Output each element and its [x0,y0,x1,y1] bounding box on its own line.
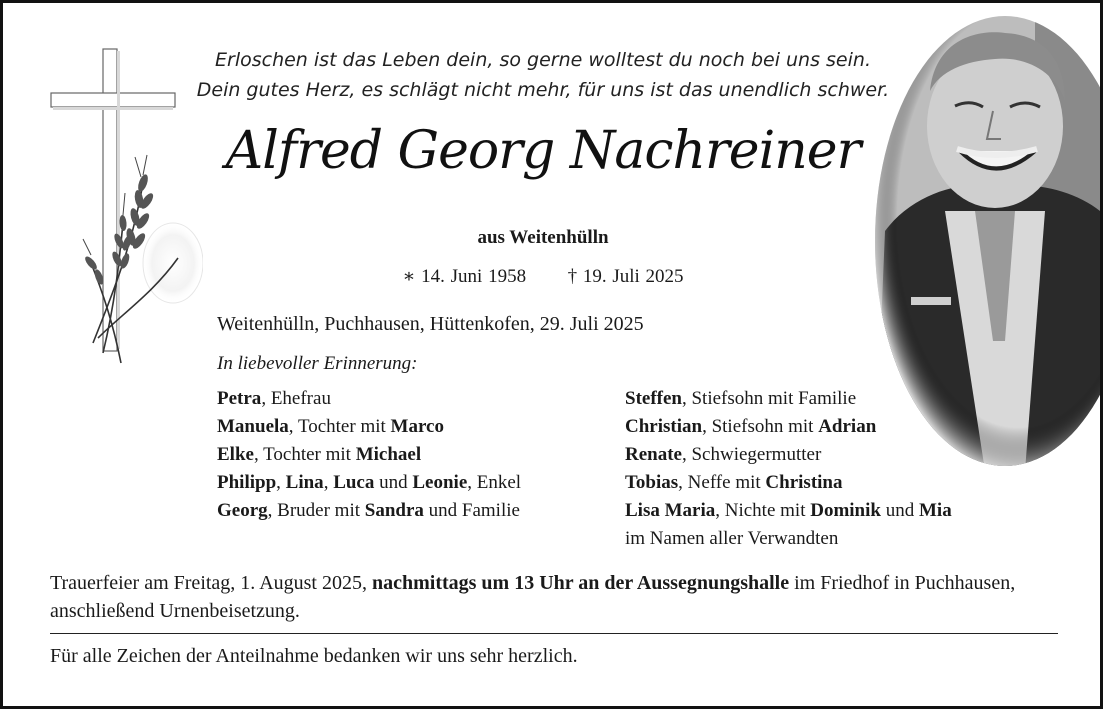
mourner-relation: , Tochter mit [253,444,356,465]
mourner-relation: , Schwiegermutter [681,444,822,465]
verse-line-1: Erloschen ist das Leben dein, so gerne wolltest du noch bei uns sein. [215,49,871,71]
born-symbol: ∗ [402,266,416,287]
mourner-name: Michael [355,444,422,465]
mourner-name: Elke [217,444,254,465]
mourner-name: Petra [217,388,262,409]
birth-date: 14. Juni 1958 [421,266,527,287]
deceased-origin: aus Weitenhülln [477,227,609,248]
mourner-name: Georg [217,500,268,521]
mourner-name: Mia [918,500,952,521]
mourner-relation: , Neffe mit [678,472,766,493]
deceased-name: Alfred Georg Nachreiner [225,121,861,181]
death-date: 19. Juli 2025 [582,266,684,287]
life-dates [193,265,893,288]
mourners-right-list [625,385,952,553]
mourner-line [625,525,952,553]
mourners-left-list [217,385,521,525]
service-text-after: im Friedhof in Puchhausen, anschließend Urnenbeisetzung. [50,572,1016,622]
mourner-line [625,441,952,469]
mourner-line [625,413,952,441]
mourner-name: Manuela [217,416,289,437]
mourner-name: Marco [390,416,444,437]
mourner-relation: , Bruder mit [267,500,365,521]
cross-with-wheat-icon [43,43,203,373]
died-symbol: † [567,266,578,287]
thanks-note: Für alle Zeichen der Anteilnahme bedanken wir uns sehr herzlich. [50,645,578,667]
mourner-name: Dominik [810,500,881,521]
mourner-relation: und Familie [423,500,520,521]
mourner-line [625,469,952,497]
mourner-relation: , Nichte mit [715,500,811,521]
mourner-line [217,441,521,469]
mourner-relation: , Enkel [467,472,522,493]
mourner-name: Renate [625,444,682,465]
mourner-relation: und [880,500,919,521]
mourner-name: Luca [333,472,375,493]
mourner-line [625,385,952,413]
mourner-relation: , Stiefsohn mit Familie [681,388,857,409]
divider-line [50,633,1058,634]
service-text-before: Trauerfeier am Freitag, 1. August 2025, [50,572,372,594]
mourner-relation: , Ehefrau [261,388,331,409]
mourner-name: Leonie [412,472,468,493]
mourner-relation: , [276,472,286,493]
mourner-name: Lisa Maria [625,500,716,521]
memory-heading: In liebevoller Erinnerung: [217,353,418,374]
mourner-relation: , [323,472,334,493]
mourner-relation: , Tochter mit [288,416,391,437]
mourner-line [217,469,521,497]
service-time-place: nachmittags um 13 Uhr an der Aussegnungshalle [371,572,790,594]
verse-line-2: Dein gutes Herz, es schlägt nicht mehr, für uns ist das unendlich schwer. [196,79,890,101]
mourner-line [217,385,521,413]
mourner-relation: im Namen aller Verwandten [625,528,839,549]
mourner-name: Adrian [818,416,877,437]
funeral-service-info [50,569,1060,625]
mourner-name: Tobias [625,472,679,493]
mourner-name: Sandra [364,500,424,521]
mourner-name: Christina [765,472,843,493]
mourner-relation: und [374,472,413,493]
mourner-line [217,497,521,525]
mourner-name: Philipp [217,472,277,493]
mourner-line [217,413,521,441]
mourner-line [625,497,952,525]
mourner-relation: , Stiefsohn mit [702,416,819,437]
place-and-date: Weitenhülln, Puchhausen, Hüttenkofen, 29. Juli 2025 [217,313,644,335]
memorial-verse [193,45,893,105]
mourner-name: Lina [285,472,324,493]
mourner-name: Christian [625,416,703,437]
mourner-name: Steffen [625,388,682,409]
